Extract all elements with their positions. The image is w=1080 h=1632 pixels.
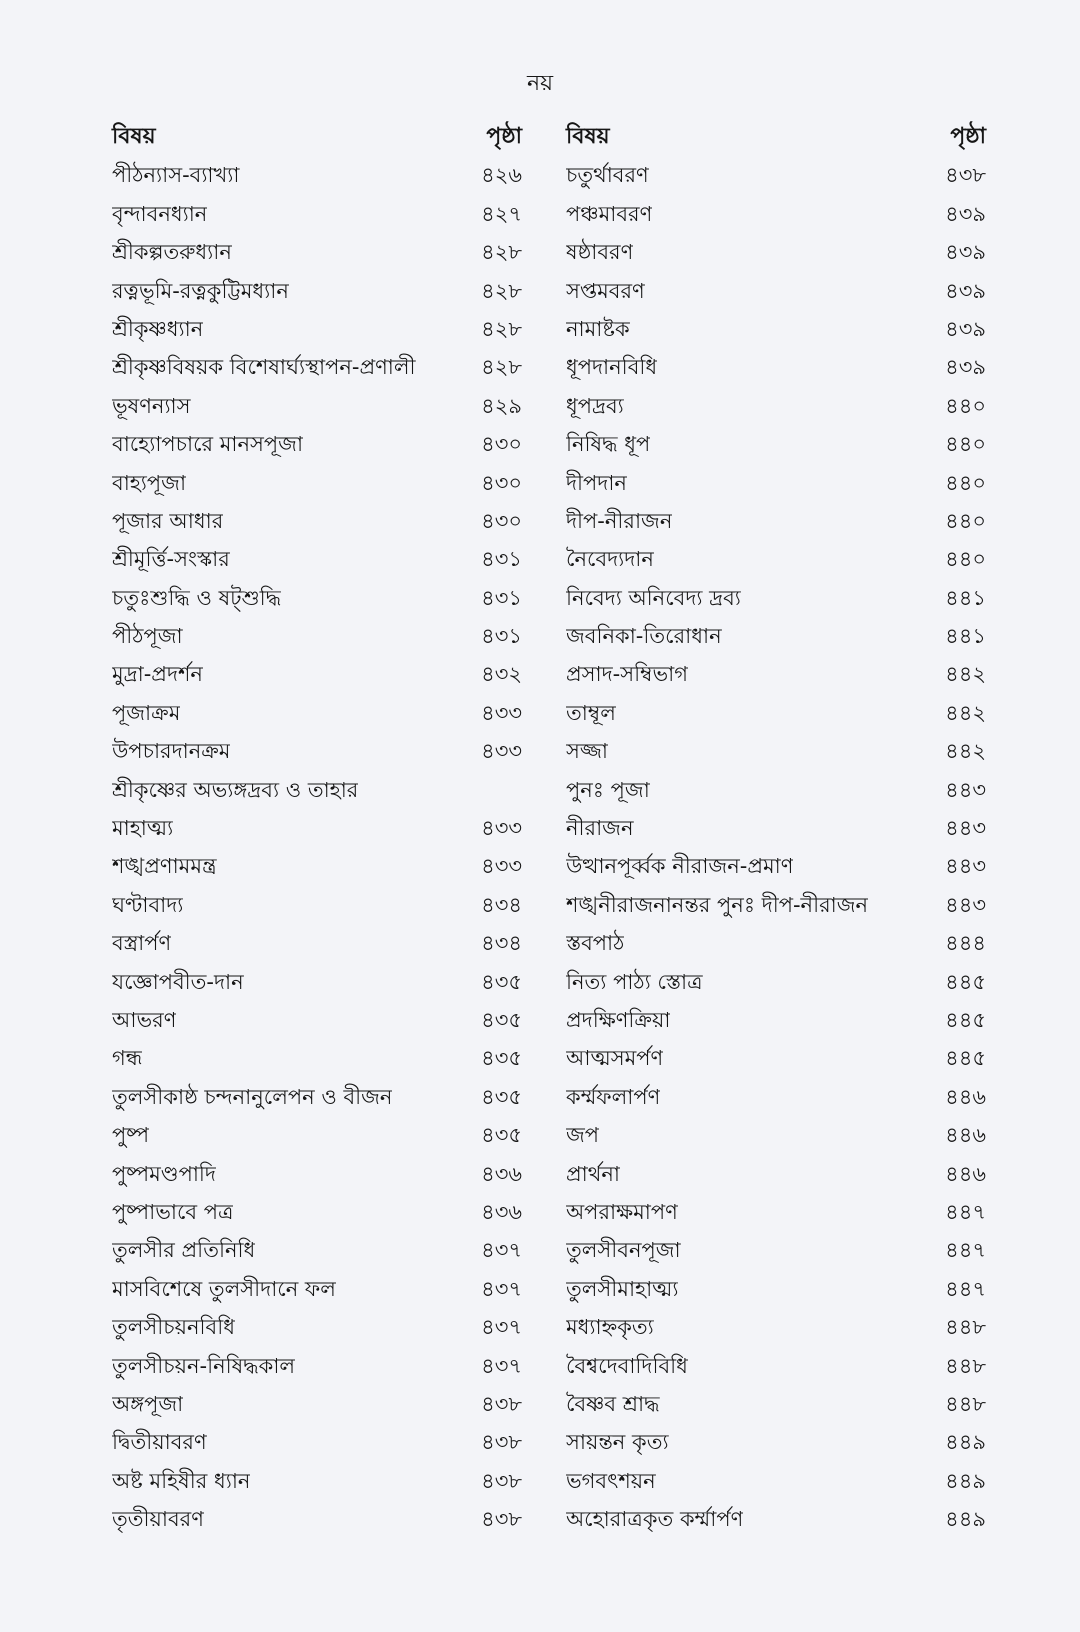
- entry-page-number: ৪৪৭: [945, 1238, 986, 1263]
- entry-title: পঞ্চমাবরণ: [566, 201, 653, 226]
- toc-entry: [112, 195, 522, 233]
- entry-title: পুষ্পাভাবে পত্র: [112, 1199, 234, 1224]
- toc-entry: [112, 694, 522, 732]
- entry-page-number: ৪৩১: [481, 624, 522, 649]
- toc-entry: [566, 1039, 986, 1077]
- toc-column-right: [566, 118, 986, 1538]
- column-header: [112, 118, 522, 156]
- entry-page-number: ৪৪৬: [945, 1084, 986, 1109]
- entry-title: বাহ্যোপচারে মানসপূজা: [112, 432, 304, 457]
- entry-page-number: ৪২৮: [481, 316, 522, 341]
- entry-page-number: ৪৩৪: [481, 931, 522, 956]
- entry-page-number: ৪৪৪: [945, 931, 986, 956]
- entry-page-number: ৪৩৮: [481, 1468, 522, 1493]
- toc-entry: [566, 464, 986, 502]
- entry-title: সজ্জা: [566, 739, 609, 764]
- entry-page-number: ৪৪৩: [945, 777, 986, 802]
- toc-entry: [112, 1078, 522, 1116]
- entry-title: পূজার আধার: [112, 508, 224, 533]
- entry-page-number: ৪৪৮: [945, 1315, 986, 1340]
- entry-page-number: ৪৩৬: [481, 1161, 522, 1186]
- toc-entry: [566, 272, 986, 310]
- page-heading: পৃষ্ঠা: [486, 124, 522, 149]
- entry-title: ভগবৎশয়ন: [566, 1468, 656, 1493]
- toc-entry: [566, 387, 986, 425]
- toc-entry: [112, 1001, 522, 1039]
- entry-title: শ্রীকৃষ্ণের অভ্যঙ্গদ্রব্য ও তাহার: [112, 777, 359, 802]
- toc-entry: [566, 847, 986, 885]
- toc-entry: [566, 233, 986, 271]
- entry-page-number: ৪৪৯: [945, 1507, 986, 1532]
- entry-page-number: ৪২৭: [481, 201, 522, 226]
- toc-entry: [112, 387, 522, 425]
- entry-title: ষষ্ঠাবরণ: [566, 240, 634, 265]
- toc-entry: [566, 694, 986, 732]
- entry-page-number: ৪৩৪: [481, 892, 522, 917]
- toc-entry: [112, 502, 522, 540]
- entry-title: আত্মসমর্পণ: [566, 1046, 664, 1071]
- entry-title: পুষ্প: [112, 1123, 150, 1148]
- toc-entry: [112, 771, 522, 809]
- toc-entry: [112, 310, 522, 348]
- entry-title: অপরাক্ষমাপণ: [566, 1199, 678, 1224]
- entry-page-number: ৪২৬: [481, 163, 522, 188]
- toc-list-right: [566, 156, 986, 1538]
- toc-entry: [112, 425, 522, 463]
- entry-title: পীঠন্যাস-ব্যাখ্যা: [112, 163, 240, 188]
- entry-title: শঙ্খপ্রণামমন্ত্র: [112, 854, 217, 879]
- entry-title: তুলসীচয়নবিধি: [112, 1315, 235, 1340]
- entry-title: মাহাত্ম্য: [112, 816, 174, 841]
- entry-title: বস্ত্রার্পণ: [112, 931, 172, 956]
- entry-page-number: ৪৪৬: [945, 1161, 986, 1186]
- entry-page-number: ৪৪০: [945, 393, 986, 418]
- entry-page-number: ৪৩৮: [481, 1391, 522, 1416]
- entry-page-number: ৪২৮: [481, 355, 522, 380]
- toc-entry: [566, 771, 986, 809]
- toc-entry: [112, 847, 522, 885]
- entry-title: সপ্তমবরণ: [566, 278, 645, 303]
- toc-entry: [112, 1308, 522, 1346]
- entry-page-number: ৪৪৩: [945, 854, 986, 879]
- entry-page-number: ৪৪৭: [945, 1276, 986, 1301]
- toc-entry: [566, 195, 986, 233]
- toc-entry: [112, 1385, 522, 1423]
- toc-entry: [112, 809, 522, 847]
- entry-title: জবনিকা-তিরোধান: [566, 624, 722, 649]
- entry-title: পুনঃ পূজা: [566, 777, 650, 802]
- entry-title: অঙ্গপূজা: [112, 1391, 184, 1416]
- toc-entry: [566, 502, 986, 540]
- toc-entry: [566, 886, 986, 924]
- entry-title: দীপ-নীরাজন: [566, 508, 673, 533]
- entry-title: তুলসীবনপূজা: [566, 1238, 681, 1263]
- entry-page-number: ৪২৮: [481, 278, 522, 303]
- toc-entry: [112, 1193, 522, 1231]
- toc-entry: [566, 1462, 986, 1500]
- entry-title: শ্রীমূর্ত্তি-সংস্কার: [112, 547, 230, 572]
- toc-entry: [112, 540, 522, 578]
- entry-page-number: ৪৩৯: [945, 278, 986, 303]
- toc-entry: [112, 1231, 522, 1269]
- entry-page-number: ৪৩৮: [481, 1507, 522, 1532]
- toc-entry: [112, 1462, 522, 1500]
- entry-page-number: ৪৩০: [481, 508, 522, 533]
- entry-page-number: ৪৩১: [481, 585, 522, 610]
- entry-page-number: ৪৩৫: [481, 969, 522, 994]
- column-header: [566, 118, 986, 156]
- entry-title: সায়ন্তন কৃত্য: [566, 1430, 669, 1455]
- entry-page-number: ৪৩৩: [481, 816, 522, 841]
- entry-title: দ্বিতীয়াবরণ: [112, 1430, 207, 1455]
- entry-title: তুলসীমাহাত্ম্য: [566, 1276, 679, 1301]
- entry-title: শ্রীকল্পতরুধ্যান: [112, 240, 232, 265]
- toc-entry: [566, 617, 986, 655]
- page-heading: পৃষ্ঠা: [950, 124, 986, 149]
- entry-title: স্তবপাঠ: [566, 931, 625, 956]
- entry-page-number: ৪৪৮: [945, 1391, 986, 1416]
- toc-entry: [566, 1500, 986, 1538]
- entry-title: তুলসীর প্রতিনিধি: [112, 1238, 256, 1263]
- entry-page-number: ৪৪০: [945, 432, 986, 457]
- entry-title: শ্রীকৃষ্ণধ্যান: [112, 316, 204, 341]
- entry-page-number: ৪৪৩: [945, 816, 986, 841]
- toc-entry: [566, 156, 986, 194]
- entry-title: চতুঃশুদ্ধি ও ষট্শুদ্ধি: [112, 585, 282, 610]
- toc-entry: [112, 924, 522, 962]
- toc-entry: [112, 233, 522, 271]
- entry-title: গন্ধ: [112, 1046, 143, 1071]
- entry-title: নামাষ্টক: [566, 316, 630, 341]
- entry-title: বৈষ্ণব শ্রাদ্ধ: [566, 1391, 660, 1416]
- entry-title: নিষিদ্ধ ধূপ: [566, 432, 651, 457]
- entry-title: আভরণ: [112, 1007, 177, 1032]
- entry-page-number: ৪৩৯: [945, 240, 986, 265]
- entry-page-number: ৪৪১: [945, 585, 986, 610]
- toc-entry: [112, 886, 522, 924]
- entry-title: কর্ম্মফলার্পণ: [566, 1084, 661, 1109]
- toc-entry: [112, 156, 522, 194]
- toc-list-left: [112, 156, 522, 1538]
- toc-entry: [566, 655, 986, 693]
- entry-page-number: ৪৪২: [945, 700, 986, 725]
- entry-title: তুলসীকাষ্ঠ চন্দনানুলেপন ও বীজন: [112, 1084, 393, 1109]
- toc-entry: [566, 348, 986, 386]
- entry-title: প্রার্থনা: [566, 1161, 620, 1186]
- entry-title: মাসবিশেষে তুলসীদানে ফল: [112, 1276, 336, 1301]
- entry-title: শ্রীকৃষ্ণবিষয়ক বিশেষার্ঘ্যস্থাপন-প্রণালী: [112, 355, 416, 380]
- entry-page-number: ৪৩৭: [481, 1276, 522, 1301]
- toc-entry: [566, 425, 986, 463]
- toc-entry: [566, 1308, 986, 1346]
- toc-entry: [566, 809, 986, 847]
- toc-entry: [566, 1078, 986, 1116]
- entry-page-number: ৪৩৫: [481, 1123, 522, 1148]
- entry-title: বৃন্দাবনধ্যান: [112, 201, 208, 226]
- toc-entry: [566, 540, 986, 578]
- toc-entry: [112, 1347, 522, 1385]
- entry-page-number: ৪৩৩: [481, 854, 522, 879]
- entry-title: নৈবেদ্যদান: [566, 547, 654, 572]
- toc-entry: [112, 272, 522, 310]
- entry-page-number: ৪৩৯: [945, 201, 986, 226]
- toc-entry: [112, 1039, 522, 1077]
- toc-entry: [566, 1155, 986, 1193]
- entry-title: নীরাজন: [566, 816, 634, 841]
- entry-title: উত্থানপূর্ব্বক নীরাজন-প্রমাণ: [566, 854, 794, 879]
- toc-entry: [112, 617, 522, 655]
- page-number: নয়: [526, 71, 554, 96]
- entry-page-number: ৪৪২: [945, 739, 986, 764]
- entry-page-number: ৪৪২: [945, 662, 986, 687]
- entry-page-number: ৪৩৭: [481, 1315, 522, 1340]
- entry-title: চতুর্থাবরণ: [566, 163, 649, 188]
- entry-page-number: ৪৩৮: [945, 163, 986, 188]
- entry-page-number: ৪৩৮: [481, 1430, 522, 1455]
- entry-title: মধ্যাহ্নকৃত্য: [566, 1315, 654, 1340]
- subject-heading: বিষয়: [566, 124, 610, 149]
- entry-title: পুষ্পমণ্ডপাদি: [112, 1161, 216, 1186]
- toc-entry: [566, 732, 986, 770]
- entry-title: বৈশ্বদেবাদিবিধি: [566, 1353, 688, 1378]
- entry-page-number: ৪৩০: [481, 432, 522, 457]
- toc-entry: [112, 1270, 522, 1308]
- entry-title: বাহ্যপূজা: [112, 470, 187, 495]
- entry-title: প্রদক্ষিণক্রিয়া: [566, 1007, 671, 1032]
- entry-title: জপ: [566, 1123, 600, 1148]
- toc-entry: [112, 348, 522, 386]
- entry-page-number: ৪৩২: [481, 662, 522, 687]
- toc-entry: [112, 1155, 522, 1193]
- entry-page-number: ৪৪৫: [945, 1007, 986, 1032]
- entry-title: পূজাক্রম: [112, 700, 181, 725]
- toc-entry: [566, 1423, 986, 1461]
- toc-entry: [566, 924, 986, 962]
- entry-title: মুদ্রা-প্রদর্শন: [112, 662, 203, 687]
- toc-entry: [112, 732, 522, 770]
- entry-page-number: ৪৪৯: [945, 1468, 986, 1493]
- toc-entry: [112, 1500, 522, 1538]
- entry-page-number: ৪৪৩: [945, 892, 986, 917]
- entry-title: পীঠপূজা: [112, 624, 183, 649]
- entry-page-number: ৪৪৮: [945, 1353, 986, 1378]
- entry-title: ধূপদানবিধি: [566, 355, 658, 380]
- entry-title: অহোরাত্রকৃত কর্ম্মার্পণ: [566, 1507, 744, 1532]
- entry-page-number: ৪৩৩: [481, 739, 522, 764]
- toc-entry: [566, 1231, 986, 1269]
- entry-page-number: ৪৩৭: [481, 1353, 522, 1378]
- entry-page-number: ৪৩৬: [481, 1199, 522, 1224]
- entry-title: নিত্য পাঠ্য স্তোত্র: [566, 969, 703, 994]
- toc-entry: [566, 1270, 986, 1308]
- toc-entry: [112, 1423, 522, 1461]
- entry-page-number: ৪৩৩: [481, 700, 522, 725]
- entry-page-number: ৪৩৫: [481, 1007, 522, 1032]
- entry-page-number: ৪৪০: [945, 508, 986, 533]
- entry-page-number: ৪৪৬: [945, 1123, 986, 1148]
- toc-entry: [566, 579, 986, 617]
- toc-entry: [112, 963, 522, 1001]
- entry-title: ভূষণন্যাস: [112, 393, 191, 418]
- entry-page-number: ৪৪৯: [945, 1430, 986, 1455]
- entry-title: তাম্বূল: [566, 700, 616, 725]
- entry-page-number: ৪৪৫: [945, 1046, 986, 1071]
- entry-title: যজ্ঞোপবীত-দান: [112, 969, 244, 994]
- entry-page-number: ৪৩০: [481, 470, 522, 495]
- toc-entry: [566, 310, 986, 348]
- toc-entry: [112, 579, 522, 617]
- entry-title: ঘণ্টাবাদ্য: [112, 892, 184, 917]
- entry-page-number: ৪৪৫: [945, 969, 986, 994]
- entry-page-number: ৪৪০: [945, 470, 986, 495]
- entry-page-number: ৪৪১: [945, 624, 986, 649]
- toc-entry: [566, 1385, 986, 1423]
- toc-entry: [566, 1116, 986, 1154]
- entry-page-number: ৪৩১: [481, 547, 522, 572]
- entry-page-number: ৪৩৫: [481, 1084, 522, 1109]
- entry-title: দীপদান: [566, 470, 627, 495]
- entry-title: ধূপদ্রব্য: [566, 393, 624, 418]
- entry-title: উপচারদানক্রম: [112, 739, 231, 764]
- entry-page-number: ৪৪০: [945, 547, 986, 572]
- entry-page-number: ৪২৯: [481, 393, 522, 418]
- entry-page-number: ৪২৮: [481, 240, 522, 265]
- toc-column-left: [112, 118, 522, 1538]
- entry-page-number: ৪৪৭: [945, 1199, 986, 1224]
- toc-entry: [566, 1347, 986, 1385]
- toc-entry: [566, 1001, 986, 1039]
- entry-page-number: ৪৩৯: [945, 316, 986, 341]
- entry-title: রত্নভূমি-রত্নকুট্টিমধ্যান: [112, 278, 289, 303]
- entry-title: নিবেদ্য অনিবেদ্য দ্রব্য: [566, 585, 741, 610]
- toc-entry: [112, 1116, 522, 1154]
- entry-page-number: ৪৩৭: [481, 1238, 522, 1263]
- toc-entry: [112, 464, 522, 502]
- entry-page-number: ৪৩৯: [945, 355, 986, 380]
- entry-title: অষ্ট মহিষীর ধ্যান: [112, 1468, 251, 1493]
- toc-entry: [112, 655, 522, 693]
- entry-page-number: ৪৩৫: [481, 1046, 522, 1071]
- subject-heading: বিষয়: [112, 124, 156, 149]
- entry-title: শঙ্খনীরাজনানন্তর পুনঃ দীপ-নীরাজন: [566, 892, 869, 917]
- entry-title: তুলসীচয়ন-নিষিদ্ধকাল: [112, 1353, 296, 1378]
- toc-entry: [566, 1193, 986, 1231]
- entry-title: তৃতীয়াবরণ: [112, 1507, 204, 1532]
- entry-title: প্রসাদ-সম্বিভাগ: [566, 662, 688, 687]
- toc-entry: [566, 963, 986, 1001]
